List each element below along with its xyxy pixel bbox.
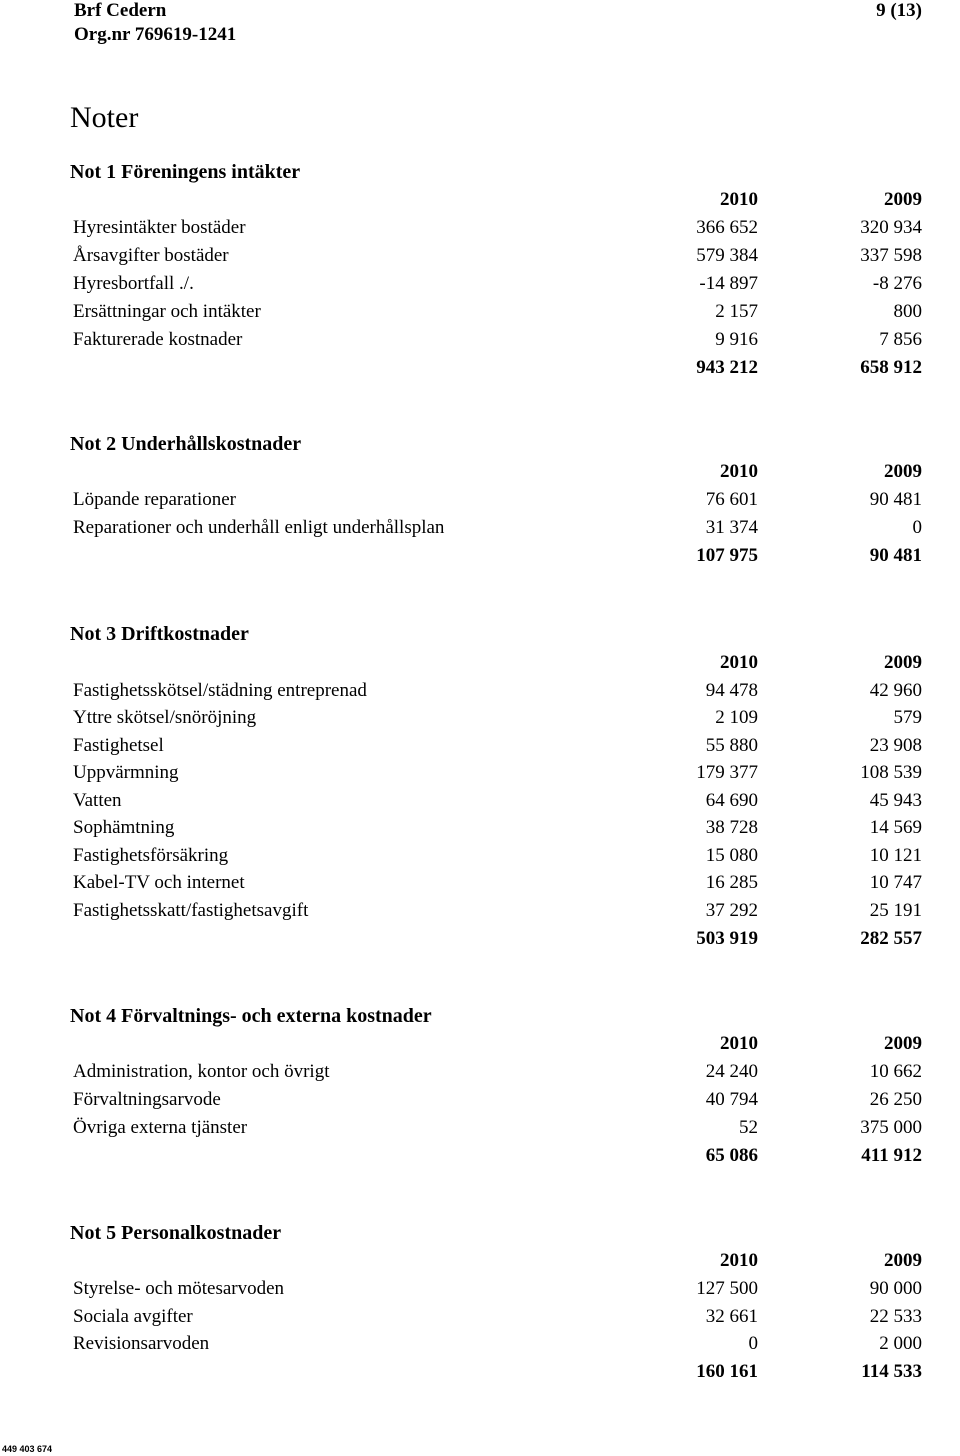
value-2010: 52 bbox=[739, 1117, 758, 1138]
value-2009: 7 856 bbox=[879, 329, 922, 350]
total-row bbox=[0, 1360, 960, 1384]
year-col-1: 2010 bbox=[720, 189, 758, 210]
value-2010: 38 728 bbox=[705, 817, 758, 838]
value-2009: 800 bbox=[893, 301, 922, 322]
year-col-2: 2009 bbox=[884, 189, 922, 210]
value-2009: 337 598 bbox=[860, 245, 922, 266]
value-2009: 320 934 bbox=[860, 217, 922, 238]
row-label: Uppvärmning bbox=[73, 762, 179, 783]
row-label: Ersättningar och intäkter bbox=[73, 301, 261, 322]
value-2010: -14 897 bbox=[699, 273, 758, 294]
note-heading: Not 3 Driftkostnader bbox=[70, 623, 249, 645]
table-row bbox=[0, 734, 960, 758]
table-row bbox=[0, 899, 960, 923]
table-row bbox=[0, 1088, 960, 1112]
year-header-row bbox=[0, 1032, 960, 1056]
total-row bbox=[0, 356, 960, 380]
org-number: Org.nr 769619-1241 bbox=[74, 24, 237, 45]
value-2010: 2 157 bbox=[715, 301, 758, 322]
table-row bbox=[0, 272, 960, 296]
value-2009: 10 747 bbox=[869, 872, 922, 893]
value-2009: -8 276 bbox=[872, 273, 922, 294]
table-row bbox=[0, 761, 960, 785]
total-2010: 65 086 bbox=[705, 1145, 758, 1166]
value-2009: 42 960 bbox=[869, 680, 922, 701]
table-row bbox=[0, 1060, 960, 1084]
value-2009: 14 569 bbox=[869, 817, 922, 838]
table-row bbox=[0, 706, 960, 730]
value-2010: 16 285 bbox=[705, 872, 758, 893]
page-number: 9 (13) bbox=[876, 0, 922, 21]
year-col-1: 2010 bbox=[720, 461, 758, 482]
value-2010: 127 500 bbox=[696, 1278, 758, 1299]
row-label: Styrelse- och mötesarvoden bbox=[73, 1278, 285, 1299]
value-2009: 90 481 bbox=[869, 489, 922, 510]
total-2009: 114 533 bbox=[861, 1361, 922, 1382]
total-2009: 658 912 bbox=[860, 357, 922, 378]
total-2010: 503 919 bbox=[696, 928, 758, 949]
row-label: Reparationer och underhåll enligt underhållsplan bbox=[73, 517, 445, 538]
table-row bbox=[0, 1332, 960, 1356]
table-row bbox=[0, 844, 960, 868]
table-row bbox=[0, 488, 960, 512]
total-2010: 107 975 bbox=[696, 545, 758, 566]
value-2009: 0 bbox=[912, 517, 922, 538]
table-row bbox=[0, 1305, 960, 1329]
row-label: Fastighetsskatt/fastighetsavgift bbox=[73, 900, 309, 921]
table-row bbox=[0, 244, 960, 268]
table-row bbox=[0, 300, 960, 324]
value-2009: 10 662 bbox=[869, 1061, 922, 1082]
total-row bbox=[0, 1144, 960, 1168]
note-heading: Not 4 Förvaltnings- och externa kostnader bbox=[70, 1005, 432, 1027]
note-heading: Not 5 Personalkostnader bbox=[70, 1222, 282, 1244]
value-2010: 15 080 bbox=[705, 845, 758, 866]
row-label: Förvaltningsarvode bbox=[73, 1089, 221, 1110]
note-heading: Not 2 Underhållskostnader bbox=[70, 433, 302, 455]
row-label: Hyresintäkter bostäder bbox=[73, 217, 246, 238]
row-label: Årsavgifter bostäder bbox=[73, 245, 229, 266]
value-2010: 24 240 bbox=[705, 1061, 758, 1082]
value-2009: 579 bbox=[893, 707, 922, 728]
value-2010: 579 384 bbox=[696, 245, 758, 266]
row-label: Fastighetsskötsel/städning entreprenad bbox=[73, 680, 367, 701]
year-header-row bbox=[0, 651, 960, 675]
year-header-row bbox=[0, 1249, 960, 1273]
row-label: Sophämtning bbox=[73, 817, 175, 838]
total-row bbox=[0, 544, 960, 568]
value-2010: 2 109 bbox=[715, 707, 758, 728]
table-row bbox=[0, 816, 960, 840]
note-heading: Not 1 Föreningens intäkter bbox=[70, 161, 301, 183]
row-label: Administration, kontor och övrigt bbox=[73, 1061, 330, 1082]
value-2010: 40 794 bbox=[705, 1089, 758, 1110]
value-2010: 366 652 bbox=[696, 217, 758, 238]
total-2009: 90 481 bbox=[869, 545, 922, 566]
table-row bbox=[0, 1116, 960, 1140]
year-col-1: 2010 bbox=[720, 1250, 758, 1271]
value-2010: 37 292 bbox=[705, 900, 758, 921]
row-label: Övriga externa tjänster bbox=[73, 1117, 248, 1138]
value-2010: 31 374 bbox=[705, 517, 758, 538]
value-2010: 179 377 bbox=[696, 762, 758, 783]
value-2009: 45 943 bbox=[869, 790, 922, 811]
value-2010: 0 bbox=[748, 1333, 758, 1354]
value-2009: 10 121 bbox=[869, 845, 922, 866]
row-label: Yttre skötsel/snöröjning bbox=[73, 707, 257, 728]
total-2009: 411 912 bbox=[861, 1145, 922, 1166]
table-row bbox=[0, 679, 960, 703]
row-label: Vatten bbox=[73, 790, 122, 811]
row-label: Hyresbortfall ./. bbox=[73, 273, 194, 294]
value-2009: 90 000 bbox=[869, 1278, 922, 1299]
value-2009: 26 250 bbox=[869, 1089, 922, 1110]
year-header-row bbox=[0, 460, 960, 484]
year-col-2: 2009 bbox=[884, 1033, 922, 1054]
value-2009: 108 539 bbox=[860, 762, 922, 783]
value-2009: 2 000 bbox=[879, 1333, 922, 1354]
year-col-1: 2010 bbox=[720, 652, 758, 673]
row-label: Fakturerade kostnader bbox=[73, 329, 243, 350]
total-2010: 943 212 bbox=[696, 357, 758, 378]
value-2009: 375 000 bbox=[860, 1117, 922, 1138]
row-label: Löpande reparationer bbox=[73, 489, 236, 510]
row-label: Kabel-TV och internet bbox=[73, 872, 245, 893]
value-2009: 25 191 bbox=[869, 900, 922, 921]
table-row bbox=[0, 789, 960, 813]
total-row bbox=[0, 927, 960, 951]
row-label: Fastighetsel bbox=[73, 735, 164, 756]
table-row bbox=[0, 328, 960, 352]
value-2009: 22 533 bbox=[869, 1306, 922, 1327]
year-header-row bbox=[0, 188, 960, 212]
org-name: Brf Cedern bbox=[74, 0, 167, 21]
document-code: 449 403 674 bbox=[2, 1444, 53, 1454]
table-row bbox=[0, 1277, 960, 1301]
year-col-1: 2010 bbox=[720, 1033, 758, 1054]
year-col-2: 2009 bbox=[884, 652, 922, 673]
value-2010: 64 690 bbox=[705, 790, 758, 811]
year-col-2: 2009 bbox=[884, 461, 922, 482]
row-label: Fastighetsförsäkring bbox=[73, 845, 229, 866]
page-title: Noter bbox=[70, 101, 139, 134]
total-2009: 282 557 bbox=[860, 928, 922, 949]
value-2010: 94 478 bbox=[705, 680, 758, 701]
value-2010: 9 916 bbox=[715, 329, 758, 350]
value-2009: 23 908 bbox=[869, 735, 922, 756]
table-row bbox=[0, 871, 960, 895]
value-2010: 32 661 bbox=[705, 1306, 758, 1327]
year-col-2: 2009 bbox=[884, 1250, 922, 1271]
value-2010: 55 880 bbox=[705, 735, 758, 756]
table-row bbox=[0, 516, 960, 540]
row-label: Revisionsarvoden bbox=[73, 1333, 210, 1354]
row-label: Sociala avgifter bbox=[73, 1306, 193, 1327]
total-2010: 160 161 bbox=[696, 1361, 758, 1382]
value-2010: 76 601 bbox=[705, 489, 758, 510]
table-row bbox=[0, 216, 960, 240]
